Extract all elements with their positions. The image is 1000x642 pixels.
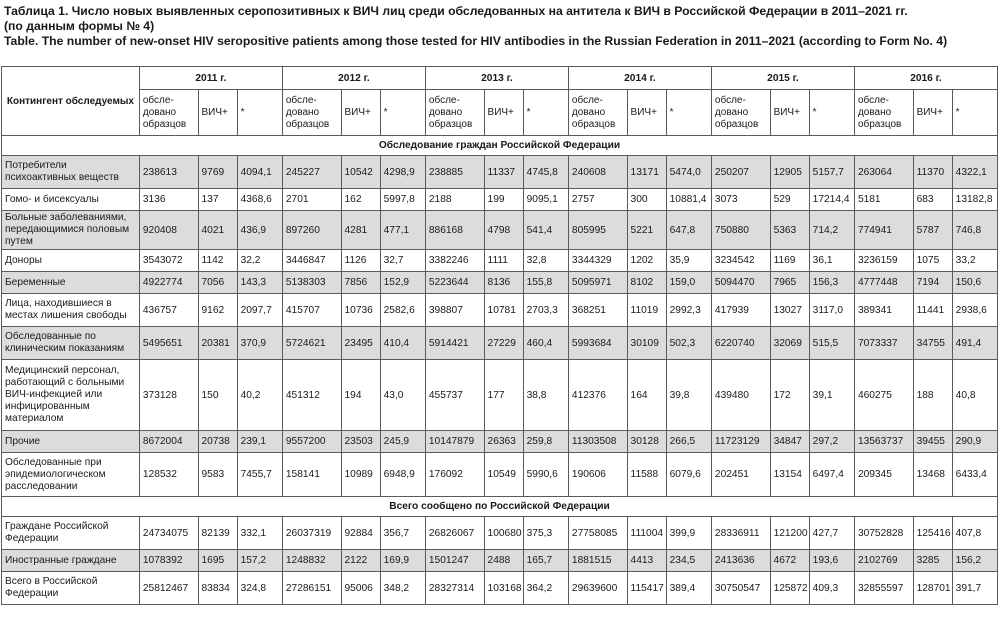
hiv-positive-subheader: ВИЧ+ bbox=[627, 90, 666, 136]
data-cell: 259,8 bbox=[523, 431, 568, 453]
data-cell: 2938,6 bbox=[952, 294, 997, 327]
data-cell: 5914421 bbox=[425, 327, 484, 360]
data-cell: 886168 bbox=[425, 211, 484, 250]
data-cell: 1501247 bbox=[425, 550, 484, 572]
data-cell: 373128 bbox=[139, 360, 198, 431]
table-row bbox=[2, 211, 998, 250]
rate-subheader: * bbox=[237, 90, 282, 136]
data-cell: 9162 bbox=[198, 294, 237, 327]
data-cell: 7056 bbox=[198, 272, 237, 294]
data-cell: 1695 bbox=[198, 550, 237, 572]
data-cell: 4798 bbox=[484, 211, 523, 250]
data-cell: 33,2 bbox=[952, 250, 997, 272]
data-cell: 159,0 bbox=[666, 272, 711, 294]
data-cell: 529 bbox=[770, 189, 809, 211]
data-cell: 30128 bbox=[627, 431, 666, 453]
table-row bbox=[2, 327, 998, 360]
data-cell: 111004 bbox=[627, 517, 666, 550]
data-cell: 391,7 bbox=[952, 572, 997, 605]
data-cell: 8136 bbox=[484, 272, 523, 294]
data-cell: 2703,3 bbox=[523, 294, 568, 327]
data-cell: 297,2 bbox=[809, 431, 854, 453]
data-cell: 417939 bbox=[711, 294, 770, 327]
data-cell: 398807 bbox=[425, 294, 484, 327]
data-cell: 156,2 bbox=[952, 550, 997, 572]
data-cell: 28327314 bbox=[425, 572, 484, 605]
data-cell: 32855597 bbox=[854, 572, 913, 605]
data-cell: 375,3 bbox=[523, 517, 568, 550]
data-cell: 239,1 bbox=[237, 431, 282, 453]
hiv-data-table bbox=[1, 66, 998, 605]
data-cell: 1126 bbox=[341, 250, 380, 272]
caption-line-2: (по данным формы № 4) bbox=[4, 19, 155, 33]
year-header: 2012 г. bbox=[282, 67, 425, 90]
data-cell: 11370 bbox=[913, 156, 952, 189]
data-cell: 750880 bbox=[711, 211, 770, 250]
data-cell: 34847 bbox=[770, 431, 809, 453]
data-cell: 897260 bbox=[282, 211, 341, 250]
data-cell: 2992,3 bbox=[666, 294, 711, 327]
data-cell: 4777448 bbox=[854, 272, 913, 294]
data-cell: 683 bbox=[913, 189, 952, 211]
data-cell: 11588 bbox=[627, 453, 666, 497]
rate-subheader: * bbox=[380, 90, 425, 136]
data-cell: 238885 bbox=[425, 156, 484, 189]
data-cell: 190606 bbox=[568, 453, 627, 497]
data-cell: 2413636 bbox=[711, 550, 770, 572]
data-cell: 7965 bbox=[770, 272, 809, 294]
data-cell: 32,2 bbox=[237, 250, 282, 272]
data-cell: 7073337 bbox=[854, 327, 913, 360]
section-title: Обследование граждан Российской Федерации bbox=[2, 136, 998, 156]
data-cell: 115417 bbox=[627, 572, 666, 605]
data-cell: 1881515 bbox=[568, 550, 627, 572]
data-cell: 412376 bbox=[568, 360, 627, 431]
data-cell: 12905 bbox=[770, 156, 809, 189]
rate-subheader: * bbox=[809, 90, 854, 136]
data-cell: 28336911 bbox=[711, 517, 770, 550]
data-cell: 1248832 bbox=[282, 550, 341, 572]
data-cell: 1075 bbox=[913, 250, 952, 272]
row-label: Доноры bbox=[2, 250, 140, 272]
examined-subheader: обсле- довано образцов bbox=[139, 90, 198, 136]
data-cell: 13171 bbox=[627, 156, 666, 189]
data-cell: 143,3 bbox=[237, 272, 282, 294]
row-label: Медицинский персонал, работающий с больными ВИЧ-инфекцией или инфицированным материалом bbox=[2, 360, 140, 431]
data-cell: 234,5 bbox=[666, 550, 711, 572]
data-cell: 30109 bbox=[627, 327, 666, 360]
data-cell: 2582,6 bbox=[380, 294, 425, 327]
data-cell: 10781 bbox=[484, 294, 523, 327]
data-cell: 324,8 bbox=[237, 572, 282, 605]
data-cell: 4745,8 bbox=[523, 156, 568, 189]
data-cell: 152,9 bbox=[380, 272, 425, 294]
data-cell: 20381 bbox=[198, 327, 237, 360]
hiv-positive-subheader: ВИЧ+ bbox=[484, 90, 523, 136]
data-cell: 11723129 bbox=[711, 431, 770, 453]
data-cell: 177 bbox=[484, 360, 523, 431]
data-cell: 38,8 bbox=[523, 360, 568, 431]
data-cell: 156,3 bbox=[809, 272, 854, 294]
examined-subheader: обсле- довано образцов bbox=[425, 90, 484, 136]
data-cell: 4322,1 bbox=[952, 156, 997, 189]
row-label: Всего в Российской Федерации bbox=[2, 572, 140, 605]
rate-subheader: * bbox=[523, 90, 568, 136]
data-cell: 805995 bbox=[568, 211, 627, 250]
hiv-positive-subheader: ВИЧ+ bbox=[198, 90, 237, 136]
data-cell: 451312 bbox=[282, 360, 341, 431]
data-cell: 128532 bbox=[139, 453, 198, 497]
data-cell: 2102769 bbox=[854, 550, 913, 572]
row-label: Больные заболеваниями, передающимися половым путем bbox=[2, 211, 140, 250]
data-cell: 27286151 bbox=[282, 572, 341, 605]
data-cell: 157,2 bbox=[237, 550, 282, 572]
contingent-header: Контингент обследуемых bbox=[2, 67, 140, 136]
data-cell: 199 bbox=[484, 189, 523, 211]
data-cell: 29639600 bbox=[568, 572, 627, 605]
data-cell: 20738 bbox=[198, 431, 237, 453]
data-cell: 172 bbox=[770, 360, 809, 431]
data-cell: 13563737 bbox=[854, 431, 913, 453]
data-cell: 409,3 bbox=[809, 572, 854, 605]
data-cell: 27758085 bbox=[568, 517, 627, 550]
data-cell: 121200 bbox=[770, 517, 809, 550]
data-cell: 4094,1 bbox=[237, 156, 282, 189]
data-cell: 774941 bbox=[854, 211, 913, 250]
data-cell: 4413 bbox=[627, 550, 666, 572]
data-cell: 40,8 bbox=[952, 360, 997, 431]
data-cell: 5363 bbox=[770, 211, 809, 250]
data-cell: 460,4 bbox=[523, 327, 568, 360]
data-cell: 2097,7 bbox=[237, 294, 282, 327]
data-cell: 39455 bbox=[913, 431, 952, 453]
data-cell: 13027 bbox=[770, 294, 809, 327]
data-cell: 188 bbox=[913, 360, 952, 431]
data-cell: 27229 bbox=[484, 327, 523, 360]
data-cell: 410,4 bbox=[380, 327, 425, 360]
data-cell: 389,4 bbox=[666, 572, 711, 605]
data-cell: 10989 bbox=[341, 453, 380, 497]
data-cell: 3234542 bbox=[711, 250, 770, 272]
data-cell: 125872 bbox=[770, 572, 809, 605]
table-caption bbox=[0, 0, 1000, 58]
data-cell: 176092 bbox=[425, 453, 484, 497]
data-cell: 8102 bbox=[627, 272, 666, 294]
data-cell: 5181 bbox=[854, 189, 913, 211]
data-cell: 1202 bbox=[627, 250, 666, 272]
data-cell: 10549 bbox=[484, 453, 523, 497]
data-cell: 30752828 bbox=[854, 517, 913, 550]
table-row bbox=[2, 431, 998, 453]
caption-line-3: Table. The number of new-onset HIV seropositive patients among those tested for HIV antibodies in the Russian Federation in 2011–2021 (according to Form No. 4) bbox=[4, 34, 948, 48]
examined-subheader: обсле- довано образцов bbox=[854, 90, 913, 136]
data-cell: 3285 bbox=[913, 550, 952, 572]
data-cell: 5221 bbox=[627, 211, 666, 250]
year-header: 2015 г. bbox=[711, 67, 854, 90]
data-cell: 23495 bbox=[341, 327, 380, 360]
data-cell: 8672004 bbox=[139, 431, 198, 453]
data-cell: 155,8 bbox=[523, 272, 568, 294]
data-cell: 439480 bbox=[711, 360, 770, 431]
table-row bbox=[2, 250, 998, 272]
data-cell: 263064 bbox=[854, 156, 913, 189]
data-cell: 11441 bbox=[913, 294, 952, 327]
data-cell: 491,4 bbox=[952, 327, 997, 360]
hiv-positive-subheader: ВИЧ+ bbox=[770, 90, 809, 136]
data-cell: 169,9 bbox=[380, 550, 425, 572]
data-cell: 647,8 bbox=[666, 211, 711, 250]
data-cell: 356,7 bbox=[380, 517, 425, 550]
data-cell: 6433,4 bbox=[952, 453, 997, 497]
data-cell: 92884 bbox=[341, 517, 380, 550]
data-cell: 5138303 bbox=[282, 272, 341, 294]
data-cell: 162 bbox=[341, 189, 380, 211]
data-cell: 5724621 bbox=[282, 327, 341, 360]
data-cell: 83834 bbox=[198, 572, 237, 605]
data-cell: 103168 bbox=[484, 572, 523, 605]
data-cell: 541,4 bbox=[523, 211, 568, 250]
data-cell: 3344329 bbox=[568, 250, 627, 272]
data-cell: 32,7 bbox=[380, 250, 425, 272]
row-label: Потребители психоактивных веществ bbox=[2, 156, 140, 189]
data-cell: 82139 bbox=[198, 517, 237, 550]
data-cell: 34755 bbox=[913, 327, 952, 360]
table-row bbox=[2, 453, 998, 497]
data-cell: 13468 bbox=[913, 453, 952, 497]
data-cell: 460275 bbox=[854, 360, 913, 431]
data-cell: 202451 bbox=[711, 453, 770, 497]
data-cell: 7455,7 bbox=[237, 453, 282, 497]
data-cell: 714,2 bbox=[809, 211, 854, 250]
data-cell: 100680 bbox=[484, 517, 523, 550]
data-cell: 6948,9 bbox=[380, 453, 425, 497]
table-row bbox=[2, 294, 998, 327]
data-cell: 25812467 bbox=[139, 572, 198, 605]
data-cell: 6220740 bbox=[711, 327, 770, 360]
data-cell: 3136 bbox=[139, 189, 198, 211]
data-cell: 5095971 bbox=[568, 272, 627, 294]
data-cell: 158141 bbox=[282, 453, 341, 497]
data-cell: 6079,6 bbox=[666, 453, 711, 497]
row-label: Беременные bbox=[2, 272, 140, 294]
data-cell: 10542 bbox=[341, 156, 380, 189]
data-cell: 128701 bbox=[913, 572, 952, 605]
data-cell: 436,9 bbox=[237, 211, 282, 250]
data-cell: 5495651 bbox=[139, 327, 198, 360]
data-cell: 39,8 bbox=[666, 360, 711, 431]
data-cell: 5993684 bbox=[568, 327, 627, 360]
data-cell: 746,8 bbox=[952, 211, 997, 250]
data-cell: 43,0 bbox=[380, 360, 425, 431]
data-cell: 1169 bbox=[770, 250, 809, 272]
data-cell: 125416 bbox=[913, 517, 952, 550]
data-cell: 477,1 bbox=[380, 211, 425, 250]
data-cell: 1142 bbox=[198, 250, 237, 272]
data-cell: 193,6 bbox=[809, 550, 854, 572]
data-cell: 332,1 bbox=[237, 517, 282, 550]
data-cell: 407,8 bbox=[952, 517, 997, 550]
data-cell: 370,9 bbox=[237, 327, 282, 360]
data-cell: 436757 bbox=[139, 294, 198, 327]
hiv-positive-subheader: ВИЧ+ bbox=[913, 90, 952, 136]
examined-subheader: обсле- довано образцов bbox=[711, 90, 770, 136]
data-cell: 515,5 bbox=[809, 327, 854, 360]
data-cell: 13182,8 bbox=[952, 189, 997, 211]
data-cell: 348,2 bbox=[380, 572, 425, 605]
data-cell: 5223644 bbox=[425, 272, 484, 294]
data-cell: 209345 bbox=[854, 453, 913, 497]
row-label: Лица, находившиеся в местах лишения свободы bbox=[2, 294, 140, 327]
data-cell: 2701 bbox=[282, 189, 341, 211]
row-label: Иностранные граждане bbox=[2, 550, 140, 572]
data-cell: 3117,0 bbox=[809, 294, 854, 327]
data-cell: 2122 bbox=[341, 550, 380, 572]
data-cell: 137 bbox=[198, 189, 237, 211]
data-cell: 4281 bbox=[341, 211, 380, 250]
section-title: Всего сообщено по Российской Федерации bbox=[2, 497, 998, 517]
data-cell: 35,9 bbox=[666, 250, 711, 272]
data-cell: 3236159 bbox=[854, 250, 913, 272]
rate-subheader: * bbox=[666, 90, 711, 136]
data-cell: 3543072 bbox=[139, 250, 198, 272]
table-row bbox=[2, 360, 998, 431]
data-cell: 399,9 bbox=[666, 517, 711, 550]
data-cell: 5990,6 bbox=[523, 453, 568, 497]
data-cell: 5787 bbox=[913, 211, 952, 250]
data-cell: 415707 bbox=[282, 294, 341, 327]
row-label: Обследованные по клиническим показаниям bbox=[2, 327, 140, 360]
data-cell: 24734075 bbox=[139, 517, 198, 550]
data-cell: 150,6 bbox=[952, 272, 997, 294]
data-cell: 389341 bbox=[854, 294, 913, 327]
row-label: Граждане Российской Федерации bbox=[2, 517, 140, 550]
table-row bbox=[2, 156, 998, 189]
data-cell: 6497,4 bbox=[809, 453, 854, 497]
data-cell: 364,2 bbox=[523, 572, 568, 605]
data-cell: 26363 bbox=[484, 431, 523, 453]
rate-subheader: * bbox=[952, 90, 997, 136]
table-row bbox=[2, 272, 998, 294]
data-cell: 2757 bbox=[568, 189, 627, 211]
data-cell: 9583 bbox=[198, 453, 237, 497]
data-cell: 40,2 bbox=[237, 360, 282, 431]
data-cell: 1111 bbox=[484, 250, 523, 272]
data-cell: 502,3 bbox=[666, 327, 711, 360]
examined-subheader: обсле- довано образцов bbox=[568, 90, 627, 136]
data-cell: 250207 bbox=[711, 156, 770, 189]
data-cell: 368251 bbox=[568, 294, 627, 327]
data-cell: 920408 bbox=[139, 211, 198, 250]
data-cell: 7194 bbox=[913, 272, 952, 294]
data-cell: 3446847 bbox=[282, 250, 341, 272]
year-header: 2014 г. bbox=[568, 67, 711, 90]
data-cell: 4368,6 bbox=[237, 189, 282, 211]
row-label: Гомо- и бисексуалы bbox=[2, 189, 140, 211]
data-cell: 3073 bbox=[711, 189, 770, 211]
data-cell: 11303508 bbox=[568, 431, 627, 453]
data-cell: 245227 bbox=[282, 156, 341, 189]
data-cell: 32,8 bbox=[523, 250, 568, 272]
data-cell: 10147879 bbox=[425, 431, 484, 453]
data-cell: 2488 bbox=[484, 550, 523, 572]
data-cell: 427,7 bbox=[809, 517, 854, 550]
data-cell: 95006 bbox=[341, 572, 380, 605]
data-cell: 4922774 bbox=[139, 272, 198, 294]
table-row bbox=[2, 550, 998, 572]
year-header: 2011 г. bbox=[139, 67, 282, 90]
data-cell: 290,9 bbox=[952, 431, 997, 453]
data-cell: 3382246 bbox=[425, 250, 484, 272]
table-row bbox=[2, 517, 998, 550]
data-cell: 13154 bbox=[770, 453, 809, 497]
row-label: Обследованные при эпидемиологическом расследовании bbox=[2, 453, 140, 497]
data-cell: 11019 bbox=[627, 294, 666, 327]
data-cell: 32069 bbox=[770, 327, 809, 360]
data-cell: 164 bbox=[627, 360, 666, 431]
data-cell: 5094470 bbox=[711, 272, 770, 294]
table-row bbox=[2, 189, 998, 211]
data-cell: 26037319 bbox=[282, 517, 341, 550]
data-cell: 300 bbox=[627, 189, 666, 211]
year-header: 2016 г. bbox=[854, 67, 997, 90]
data-cell: 1078392 bbox=[139, 550, 198, 572]
data-cell: 23503 bbox=[341, 431, 380, 453]
data-cell: 9095,1 bbox=[523, 189, 568, 211]
data-cell: 36,1 bbox=[809, 250, 854, 272]
data-cell: 26826067 bbox=[425, 517, 484, 550]
data-cell: 245,9 bbox=[380, 431, 425, 453]
hiv-positive-subheader: ВИЧ+ bbox=[341, 90, 380, 136]
data-cell: 10881,4 bbox=[666, 189, 711, 211]
data-cell: 17214,4 bbox=[809, 189, 854, 211]
data-cell: 2188 bbox=[425, 189, 484, 211]
data-cell: 266,5 bbox=[666, 431, 711, 453]
data-cell: 4298,9 bbox=[380, 156, 425, 189]
data-cell: 11337 bbox=[484, 156, 523, 189]
data-cell: 5157,7 bbox=[809, 156, 854, 189]
data-cell: 39,1 bbox=[809, 360, 854, 431]
data-cell: 238613 bbox=[139, 156, 198, 189]
data-cell: 30750547 bbox=[711, 572, 770, 605]
data-cell: 7856 bbox=[341, 272, 380, 294]
row-label: Прочие bbox=[2, 431, 140, 453]
examined-subheader: обсле- довано образцов bbox=[282, 90, 341, 136]
data-cell: 4672 bbox=[770, 550, 809, 572]
data-cell: 9769 bbox=[198, 156, 237, 189]
data-cell: 455737 bbox=[425, 360, 484, 431]
table-row bbox=[2, 572, 998, 605]
data-cell: 5474,0 bbox=[666, 156, 711, 189]
data-cell: 9557200 bbox=[282, 431, 341, 453]
data-cell: 5997,8 bbox=[380, 189, 425, 211]
data-cell: 150 bbox=[198, 360, 237, 431]
data-cell: 165,7 bbox=[523, 550, 568, 572]
data-cell: 194 bbox=[341, 360, 380, 431]
data-cell: 4021 bbox=[198, 211, 237, 250]
year-header: 2013 г. bbox=[425, 67, 568, 90]
data-cell: 240608 bbox=[568, 156, 627, 189]
caption-line-1: Таблица 1. Число новых выявленных серопозитивных к ВИЧ лиц среди обследованных на антитела к ВИЧ в Российской Федерации в 2011–2021 гг. bbox=[4, 4, 908, 18]
data-cell: 10736 bbox=[341, 294, 380, 327]
